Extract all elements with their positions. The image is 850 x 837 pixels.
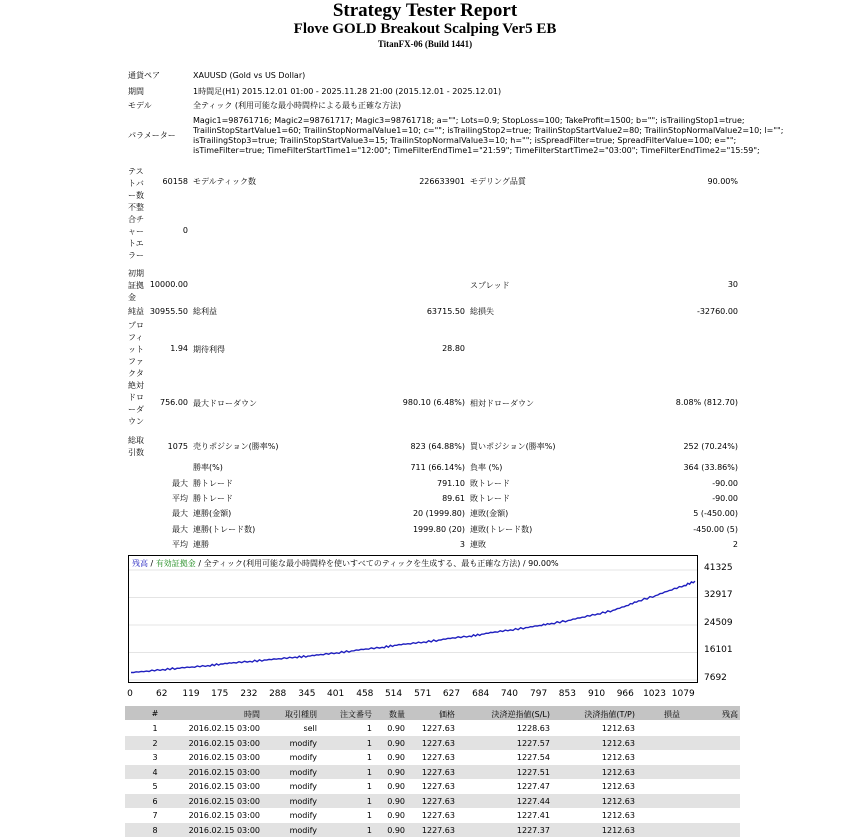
orders-header-cell: 取引種別 (285, 710, 317, 719)
legend-description: 全ティック(利用可能な最小時間枠を使いすべてのティックを生成する、最も正確な方法) / 90.00% (203, 559, 559, 568)
gross-profit-value: 63715.50 (426, 307, 465, 316)
dd-value: 756.00 (160, 398, 188, 407)
win-value: 711 (66.14%) (410, 463, 465, 472)
table-cell: 2016.02.15 03:00 (188, 724, 260, 733)
chart-ytick-label: 32917 (704, 590, 733, 601)
table-cell: 1212.63 (601, 738, 635, 748)
ea-name: Flove GOLD Breakout Scalping Ver5 EB (293, 21, 557, 37)
pf-label: プロフィットファクタ (128, 321, 144, 378)
largest-loss-label: 敗トレード (470, 479, 510, 488)
table-cell: 1227.63 (421, 782, 455, 791)
legend-separator: / (195, 559, 204, 568)
table-cell: modify (289, 738, 317, 748)
table-cell: 8 (152, 825, 158, 835)
table-cell: 1 (366, 753, 372, 762)
chart-xtick-label: 853 (558, 689, 576, 699)
table-cell: 1 (366, 738, 372, 748)
params-line: TrailinStopStartValue1=60; TrailinStopNormalValue1=10; c=""; isTrailingStop2=true; TrailinStopStartValue2=80; TrailinStopNormalValue2=10; l=""; (193, 126, 784, 135)
table-cell: 1212.63 (601, 782, 635, 791)
net-label: 純益 (128, 307, 144, 316)
table-cell: 0.90 (387, 753, 405, 762)
cons-loss-trades-value: -450.00 (5) (693, 525, 738, 534)
expected-label: 期待利得 (193, 345, 225, 354)
pf-value: 1.94 (170, 344, 188, 353)
table-cell: 7 (152, 811, 158, 820)
cons-win-money-value: 20 (1999.80) (412, 509, 465, 518)
chart-xtick-label: 797 (530, 689, 548, 699)
table-cell: 1 (152, 724, 158, 733)
long-value: 252 (70.24%) (683, 442, 738, 451)
table-cell: 1212.63 (601, 767, 635, 777)
bars-label: テストバー数 (128, 167, 144, 200)
avg-cons-loss-label: 連敗 (470, 540, 486, 549)
table-cell: 0.90 (387, 738, 405, 748)
mismatch-value: 0 (182, 226, 188, 235)
table-cell: 1 (366, 811, 372, 820)
balance-chart (128, 555, 698, 683)
chart-xtick-label: 0 (127, 689, 133, 699)
cons-loss-trades-label: 連敗(トレード数) (470, 525, 533, 534)
largest-loss-value: -90.00 (712, 479, 738, 488)
dd-label: 絶対ドローダウン (128, 381, 144, 426)
short-label: 売りポジション(勝率%) (193, 442, 279, 451)
mismatch-label: 不整合チャートエラー (128, 203, 144, 260)
chart-xtick-label: 740 (500, 689, 518, 699)
cons-loss-money-label: 連敗(金額) (470, 509, 509, 518)
avg-cons-loss-value: 2 (732, 540, 738, 549)
table-cell: 1227.63 (421, 738, 455, 748)
symbol-label: 通貨ペア (128, 71, 160, 80)
largest-win-value: 791.10 (437, 479, 465, 488)
table-cell: 1227.63 (421, 753, 455, 762)
loss-value: 364 (33.86%) (683, 463, 738, 472)
chart-ytick-label: 24509 (704, 617, 733, 628)
table-cell: 0.90 (387, 796, 405, 806)
table-cell: 1227.54 (516, 753, 550, 762)
cons-win-trades-value: 1999.80 (20) (412, 525, 465, 534)
table-cell: 2016.02.15 03:00 (188, 825, 260, 835)
spread-value: 30 (727, 280, 738, 289)
table-cell: 1212.63 (601, 825, 635, 835)
average-win-label: 勝トレード (193, 494, 233, 503)
table-cell: sell (303, 724, 317, 733)
average-win-value: 89.61 (442, 494, 465, 503)
table-cell: 2016.02.15 03:00 (188, 782, 260, 791)
spread-label: スプレッド (470, 281, 510, 290)
table-cell: 1227.63 (421, 811, 455, 820)
table-cell: modify (289, 782, 317, 791)
legend-separator: / (148, 559, 156, 568)
bars-value: 60158 (162, 177, 188, 186)
table-cell: 1227.37 (516, 825, 550, 835)
max-label: 最大 (172, 509, 188, 518)
chart-xtick-label: 62 (156, 689, 168, 699)
chart-xtick-label: 910 (587, 689, 606, 699)
orders-header-cell: 残高 (722, 710, 738, 719)
report-title: Strategy Tester Report (332, 0, 518, 21)
chart-ytick-label: 41325 (704, 563, 733, 573)
table-cell: 1 (366, 767, 372, 777)
table-cell: 4 (152, 767, 158, 777)
largest-win-label: 勝トレード (193, 479, 233, 488)
table-cell: 1 (366, 796, 372, 806)
orders-header-cell: 数量 (389, 710, 405, 719)
balance-chart-plot (129, 556, 697, 682)
chart-xtick-label: 232 (240, 689, 258, 699)
table-cell: 1 (366, 724, 372, 733)
avg-label: 平均 (172, 494, 188, 503)
orders-header-cell: 時間 (244, 710, 260, 719)
table-cell: 1227.47 (516, 782, 550, 791)
avg-cons-win-value: 3 (459, 540, 465, 549)
table-cell: 1 (366, 825, 372, 835)
table-cell: modify (289, 811, 317, 820)
maxdd-label: 最大ドローダウン (193, 399, 257, 408)
table-cell: 2016.02.15 03:00 (188, 796, 260, 806)
chart-xtick-label: 458 (356, 689, 374, 699)
table-cell: modify (289, 796, 317, 806)
table-cell: 6 (152, 796, 158, 806)
orders-header-cell: 注文番号 (340, 710, 372, 719)
long-label: 買いポジション(勝率%) (470, 442, 556, 451)
orders-header-cell: 価格 (439, 710, 455, 719)
chart-xtick-label: 514 (384, 689, 403, 699)
chart-xtick-label: 1023 (643, 689, 666, 699)
cons-loss-money-value: 5 (-450.00) (693, 509, 738, 518)
table-cell: 1227.63 (421, 825, 455, 835)
table-cell: 1227.41 (516, 811, 550, 820)
table-cell: 1227.63 (421, 724, 455, 733)
ticks-label: モデルティック数 (193, 177, 256, 186)
table-cell: 1212.63 (601, 796, 635, 806)
table-cell: 0.90 (387, 724, 405, 733)
table-cell: 2016.02.15 03:00 (188, 767, 260, 777)
chart-xtick-label: 401 (327, 689, 345, 699)
chart-xtick-label: 119 (182, 689, 200, 699)
chart-legend (132, 558, 559, 569)
max-label: 最大 (172, 525, 188, 534)
table-cell: modify (289, 825, 317, 835)
table-cell: 2016.02.15 03:00 (188, 738, 260, 748)
table-cell: 1227.51 (516, 767, 550, 777)
avg-cons-win-label: 連勝 (193, 540, 209, 549)
table-cell: 1212.63 (601, 753, 635, 762)
orders-header-cell: # (151, 709, 159, 718)
loss-label: 負率 (%) (470, 463, 503, 472)
expected-value: 28.80 (442, 344, 465, 353)
model-value: 全ティック (利用可能な最小時間枠による最も正確な方法) (193, 101, 402, 110)
table-cell: 0.90 (387, 825, 405, 835)
chart-xtick-label: 684 (472, 689, 490, 699)
gross-profit-label: 総利益 (193, 307, 217, 316)
max-label: 最大 (172, 479, 188, 488)
symbol-value: XAUUSD (Gold vs US Dollar) (193, 71, 306, 80)
table-cell: 0.90 (387, 767, 405, 777)
deposit-label: 初期証拠金 (128, 269, 144, 302)
quality-value: 90.00% (707, 177, 738, 186)
table-cell: 0.90 (387, 811, 405, 820)
table-cell: 1228.63 (516, 724, 550, 733)
chart-xtick-label: 288 (269, 689, 287, 699)
short-value: 823 (64.88%) (410, 442, 465, 451)
average-loss-label: 敗トレード (470, 494, 510, 503)
trades-label: 総取引数 (128, 436, 144, 457)
table-cell: 0.90 (387, 782, 405, 791)
chart-xtick-label: 345 (298, 689, 316, 699)
params-label: パラメーター (128, 131, 176, 140)
avg-label: 平均 (172, 540, 188, 549)
period-label: 期間 (128, 87, 144, 96)
build-info: TitanFX-06 (Build 1441) (377, 39, 473, 49)
ticks-value: 226633901 (419, 177, 465, 186)
table-cell: 3 (152, 753, 158, 762)
chart-xtick-label: 1079 (671, 689, 695, 699)
gross-loss-value: -32760.00 (696, 307, 738, 316)
table-cell: 2016.02.15 03:00 (188, 753, 260, 762)
deposit-value: 10000.00 (149, 280, 188, 289)
gross-loss-label: 総損失 (470, 307, 494, 316)
cons-win-money-label: 連勝(金額) (193, 509, 232, 518)
table-cell: 1 (366, 782, 372, 791)
average-loss-value: -90.00 (712, 494, 738, 503)
chart-xtick-label: 571 (414, 689, 432, 699)
quality-label: モデリング品質 (470, 177, 526, 186)
table-cell: 5 (152, 782, 158, 791)
orders-header-cell: 決済指値(T/P) (584, 710, 635, 719)
table-cell: modify (289, 753, 317, 762)
chart-xtick-label: 966 (616, 689, 634, 699)
orders-header-cell: 決済逆指値(S/L) (491, 710, 550, 719)
table-cell: 2016.02.15 03:00 (188, 811, 260, 820)
cons-win-trades-label: 連勝(トレード数) (193, 525, 256, 534)
chart-ytick-label: 16101 (704, 645, 733, 656)
params-line: isTimeFilter=true; TimeFilterStartTime1="12:00"; TimeFilterEndTime1="21:59"; TimeFilterStartTime2="03:00"; TimeFilterEndTime2="15:59"; (193, 146, 760, 155)
table-cell: 2 (152, 738, 158, 748)
model-label: モデル (128, 101, 152, 110)
trades-value: 1075 (167, 442, 188, 451)
table-cell: 1212.63 (601, 724, 635, 733)
period-value: 1時間足(H1) 2015.12.01 01:00 - 2025.11.28 21:00 (2015.12.01 - 2025.12.01) (193, 87, 502, 96)
reldd-label: 相対ドローダウン (470, 399, 534, 408)
table-cell: 1227.63 (421, 767, 455, 777)
chart-ytick-label: 7692 (704, 673, 727, 683)
chart-xtick-label: 175 (211, 689, 229, 699)
orders-header-cell: 損益 (664, 710, 680, 719)
table-cell: 1227.44 (516, 796, 550, 806)
reldd-value: 8.08% (812.70) (675, 398, 738, 407)
table-cell: 1227.63 (421, 796, 455, 806)
maxdd-value: 980.10 (6.48%) (402, 398, 465, 407)
table-cell: modify (289, 767, 317, 777)
params-line: Magic1=98761716; Magic2=98761717; Magic3=98761718; a=""; Lots=0.9; StopLoss=100; TakeProfit=1500; b=""; isTrailingStop1=true; (193, 116, 745, 125)
balance-series-line (131, 581, 695, 672)
net-value: 30955.50 (149, 307, 188, 316)
table-cell: 1227.57 (516, 738, 550, 748)
legend-balance: 残高 (132, 559, 148, 568)
table-cell: 1212.63 (601, 811, 635, 820)
win-label: 勝率(%) (193, 463, 223, 472)
legend-equity: 有効証拠金 (155, 559, 196, 568)
params-line: isTrailingStop3=true; TrailinStopStartValue3=15; TrailinStopNormalValue3=10; h=""; isSpreadFilter=true; SpreadFilterValue=100; e=""; (193, 136, 737, 145)
chart-xtick-label: 627 (442, 689, 461, 699)
